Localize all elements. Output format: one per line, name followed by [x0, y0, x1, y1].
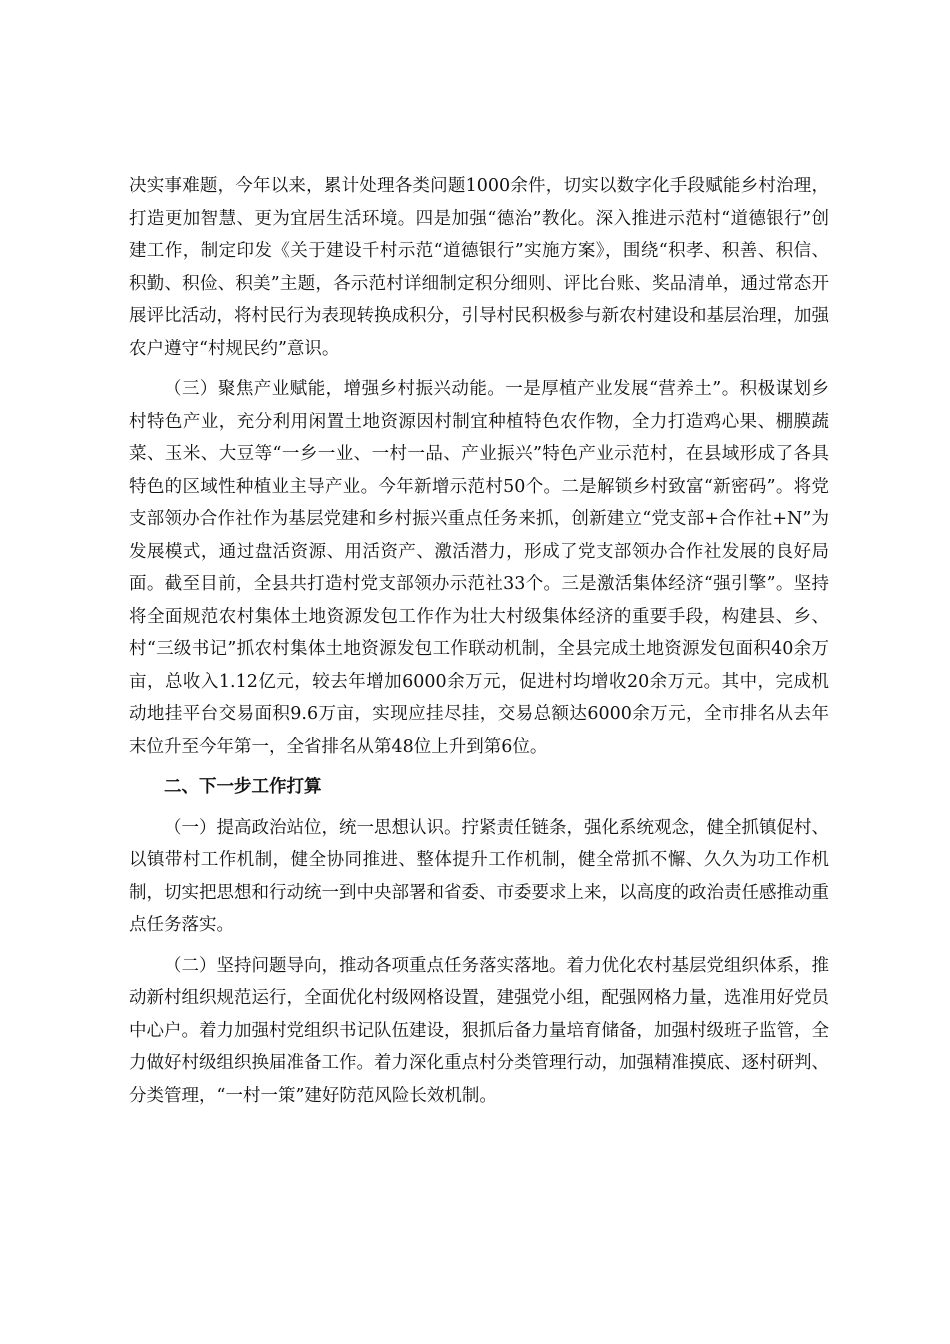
paragraph-section-three: （三）聚焦产业赋能，增强乡村振兴动能。一是厚植产业发展“营养土”。积极谋划乡村特色产业，充分利用闲置土地资源因村制宜种植特色农作物，全力打造鸡心果、棚膜蔬菜、玉米、大豆等“一乡一业、一村一品、产业振兴”特色产业示范村，在县域形成了各具特色的区域性种植业主导产业。今年新增示范村50个。二是解锁乡村致富“新密码”。将党支部领办合作社作为基层党建和乡村振兴重点任务来抓，创新建立“党支部+合作社+N”为发展模式，通过盘活资源、用活资产、激活潜力，形成了党支部领办合作社发展的良好局面。截至目前，全县共打造村党支部领办示范社33个。三是激活集体经济“强引擎”。坚持将全面规范农村集体土地资源发包工作作为壮大村级集体经济的重要手段，构建县、乡、村“三级书记”抓农村集体土地资源发包工作联动机制，全县完成土地资源发包面积40余万亩，总收入1.12亿元，较去年增加6000余万元，促进村均增收20余万元。其中，完成机动地挂平台交易面积9.6万亩，实现应挂尽挂，交易总额达6000余万元，全市排名从去年末位升至今年第一，全省排名从第48位上升到第6位。	[129, 379, 829, 757]
document-body	[129, 170, 829, 1120]
paragraph-next-step-one: （一）提高政治站位，统一思想认识。拧紧责任链条，强化系统观念，健全抓镇促村、以镇带村工作机制，健全协同推进、整体提升工作机制，健全常抓不懈、久久为功工作机制，切实把思想和行动统一到中央部署和省委、市委要求上来，以高度的政治责任感推动重点任务落实。	[129, 817, 829, 935]
paragraph-next-step-two: （二）坚持问题导向，推动各项重点任务落实落地。着力优化农村基层党组织体系，推动新村组织规范运行，全面优化村级网格设置，建强党小组，配强网格力量，选准用好党员中心户。着力加强村党组织书记队伍建设，狠抓后备力量培育储备，加强村级班子监管，全力做好村级组织换届准备工作。着力深化重点村分类管理行动，加强精准摸底、逐村研判、分类管理，“一村一策”建好防范风险长效机制。	[129, 955, 829, 1106]
section-heading-next-steps: 二、下一步工作打算	[164, 777, 322, 797]
paragraph-continuation: 决实事难题，今年以来，累计处理各类问题1000余件，切实以数字化手段赋能乡村治理，打造更加智慧、更为宜居生活环境。四是加强“德治”教化。深入推进示范村“道德银行”创建工作，制定印发《关于建设千村示范“道德银行”实施方案》，围绕“积孝、积善、积信、积勤、积俭、积美”主题，各示范村详细制定积分细则、评比台账、奖品清单，通过常态开展评比活动，将村民行为表现转换成积分，引导村民积极参与新农村建设和基层治理，加强农户遵守“村规民约”意识。	[129, 176, 829, 359]
